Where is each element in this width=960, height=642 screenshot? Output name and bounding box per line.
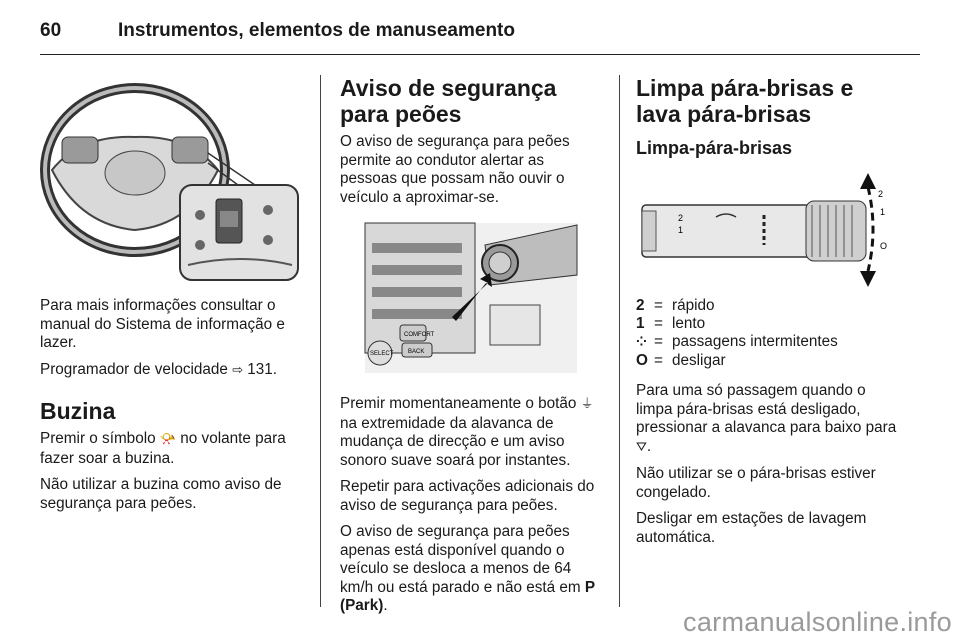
paragraph-availability: O aviso de segurança para peões apenas está disponível quando o veículo se desloca a menos de 64 km/h ou está parado e não está em P (Park). — [340, 523, 595, 614]
arc-label-2: 2 — [878, 189, 884, 199]
section-title-buzina: Buzina — [40, 398, 116, 424]
watermark: carmanualsonline.info — [683, 607, 952, 637]
page-header — [40, 18, 920, 55]
legend-row: 1 = lento — [636, 315, 706, 332]
paragraph-horn-warning: Não utilizar a buzina como aviso de segurança para peões. — [40, 476, 282, 512]
section-title-wipers: Limpa pára-brisas e lava pára-brisas — [636, 75, 854, 127]
lever-label-2: 2 — [678, 213, 684, 223]
intermittent-wiper-icon: ⁘ — [636, 335, 647, 350]
paragraph-infotainment: Para mais informações consultar o manual do Sistema de informação e lazer. — [40, 297, 285, 351]
arc-label-off: O — [880, 241, 888, 251]
paragraph-car-wash: Desligar em estações de lavagem automática. — [636, 510, 867, 546]
paragraph-press-button: Premir momentaneamente o botão ⏚ na extremidade da alavanca de mudança de direcção e um aviso sonoro suave soará por instantes. — [340, 395, 594, 469]
paragraph-pedestrian-intro: O aviso de segurança para peões permite ao condutor alertar as pessoas que possam não ouvir o veículo a aproximar-se. — [340, 133, 570, 206]
legend-row: 2 = rápido — [636, 297, 715, 314]
lever-label-1: 1 — [678, 225, 684, 235]
paragraph-horn: Premir o símbolo 📯 no volante para fazer soar a buzina. — [40, 430, 286, 467]
paragraph-single-wipe: Para uma só passagem quando o limpa pára-brisas está desligado, pressionar a alavanca para baixo para ⛛. — [636, 382, 897, 455]
column-divider-left — [320, 75, 321, 607]
steering-wheel-illustration — [40, 75, 302, 287]
turn-signal-lever-illustration — [340, 215, 605, 385]
paragraph-repeat: Repetir para activações adicionais do aviso de segurança para peões. — [340, 478, 595, 514]
section-title-pedestrian: Aviso de segurança para peões — [340, 75, 557, 127]
horn-icon: 📯 — [159, 432, 177, 447]
legend-row: ⁘ = passagens intermitentes — [636, 333, 838, 350]
wiper-lever-illustration — [636, 167, 901, 287]
page-ref-icon: ⇨ — [232, 362, 248, 378]
column-1 — [40, 75, 302, 521]
pedestrian-warning-icon: ⏚ — [580, 397, 594, 412]
page-number: 60 — [40, 20, 62, 41]
legend-row: O = desligar — [636, 352, 726, 369]
fig-label-comfort: COMFORT — [404, 332, 435, 338]
fig-label-back: BACK — [408, 349, 425, 355]
column-divider-right — [619, 75, 620, 607]
page-title: Instrumentos, elementos de manuseamento — [118, 20, 515, 41]
subsection-title-wiper: Limpa-pára-brisas — [636, 138, 793, 158]
paragraph-frozen: Não utilizar se o pára-brisas estiver congelado. — [636, 465, 876, 501]
column-3 — [636, 75, 901, 555]
arc-label-1: 1 — [880, 207, 886, 217]
paragraph-cruise-ref: Programador de velocidade ⇨ 131. — [40, 360, 277, 378]
single-wipe-icon: ⛛ — [636, 439, 647, 455]
column-2 — [340, 75, 605, 624]
wiper-legend — [636, 297, 838, 370]
fig-label-select: SELECT — [370, 351, 394, 357]
